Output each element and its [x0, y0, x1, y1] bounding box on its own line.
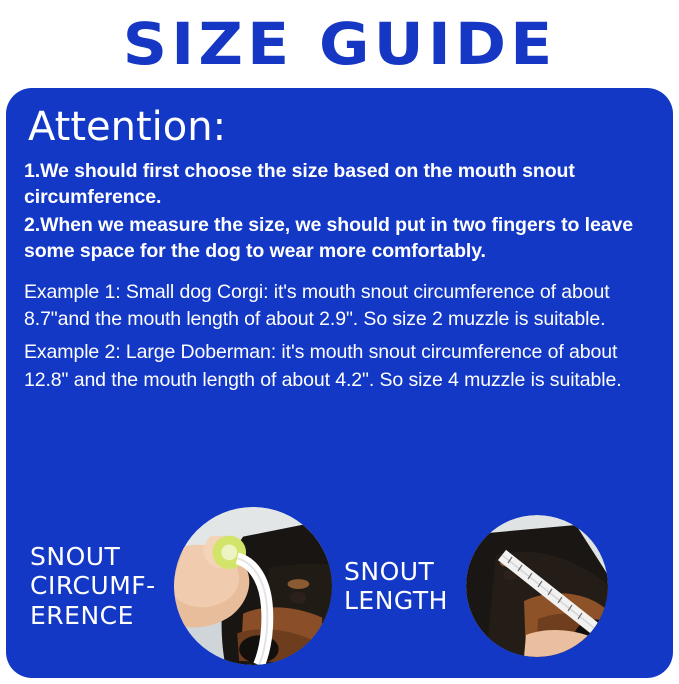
snout-length-image: [466, 515, 608, 657]
snout-circumference-image: [174, 507, 332, 665]
snout-circumference-label-line-3: ERENCE: [30, 600, 134, 630]
note-2: [24, 212, 655, 264]
note-2-part-2: two fingers: [452, 214, 556, 237]
attention-card: [6, 88, 673, 678]
card-heading: Attention:: [28, 104, 227, 150]
snout-length-label: [332, 557, 464, 616]
page-title: SIZE GUIDE: [122, 10, 557, 78]
note-1-part-5: .: [156, 186, 162, 209]
snout-circumference-label-line-2: CIRCUMF-: [30, 571, 156, 601]
example-1: Example 1: Small dog Corgi: it's mouth snout circumference of about 8.7"and the mouth length of about 2.9". So size 2 muzzle is suitable.: [24, 280, 610, 331]
note-2-part-3: to leave some space for the dog to wear more comfortably.: [24, 214, 633, 263]
divider-space: [24, 267, 655, 279]
snout-length-label-line-2: LENGTH: [344, 586, 448, 615]
note-1-part-1: 1.We should: [24, 160, 143, 182]
note-1-part-2: first choose: [142, 160, 253, 182]
example-2: Example 2: Large Doberman: it's mouth snout circumference of about 12.8" and the mouth length of about 4.2". So size 4 muzzle is suitable.: [24, 340, 622, 391]
snout-length-label-line-1: SNOUT: [344, 556, 435, 586]
photo-row: [24, 506, 655, 666]
snout-circumference-photo: [174, 507, 332, 665]
snout-length-photo: [466, 515, 608, 657]
note-1-part-4: mouth snout circumference: [24, 160, 575, 209]
title-bar: [0, 0, 679, 88]
note-1-part-3: the size based on the: [252, 160, 458, 182]
note-1: [24, 158, 655, 210]
snout-circumference-label: [24, 542, 172, 631]
snout-circumference-label-line-1: SNOUT: [30, 541, 121, 571]
note-2-part-1: 2.When we measure the size, we should put in: [24, 214, 453, 237]
